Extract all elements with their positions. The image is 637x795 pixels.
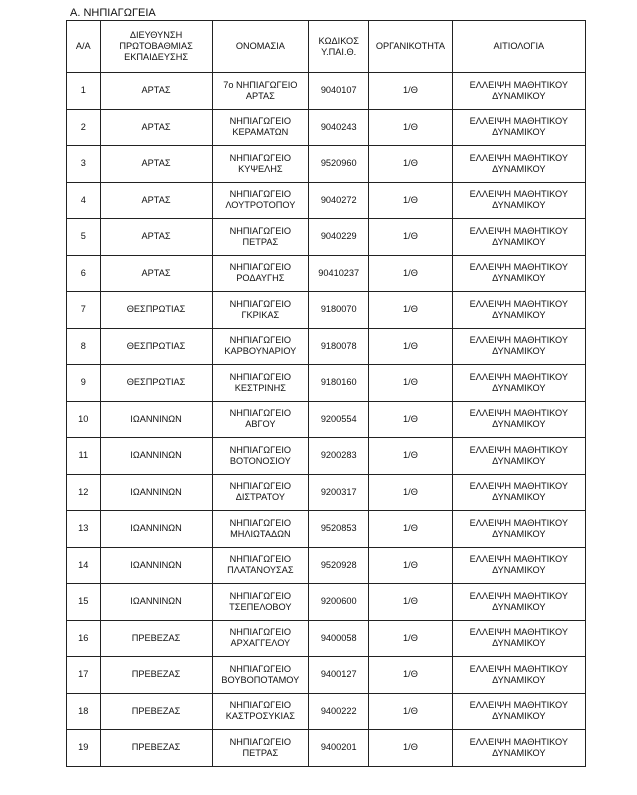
header-code-line: Υ.ΠΑΙ.Θ. bbox=[321, 46, 357, 57]
cell-name bbox=[212, 109, 309, 146]
cell-directorate: ΠΡΕΒΕΖΑΣ bbox=[100, 693, 212, 730]
cell-name-line: ΝΗΠΙΑΓΩΓΕΙΟ bbox=[229, 663, 292, 674]
cell-reason-line: ΔΥΝΑΜΙΚΟΥ bbox=[492, 674, 546, 685]
cell-aa: 16 bbox=[67, 620, 101, 657]
cell-name-line: ΝΗΠΙΑΓΩΓΕΙΟ bbox=[229, 517, 292, 528]
header-name: ΟΝΟΜΑΣΙΑ bbox=[212, 21, 309, 73]
cell-organic: 1/Θ bbox=[369, 657, 452, 694]
cell-name-line: ΚΕΡΑΜΑΤΩΝ bbox=[232, 127, 289, 138]
cell-name-line: ΝΗΠΙΑΓΩΓΕΙΟ bbox=[229, 590, 292, 601]
cell-reason-line: ΕΛΛΕΙΨΗ ΜΑΘΗΤΙΚΟΥ bbox=[469, 116, 568, 127]
cell-aa: 18 bbox=[67, 693, 101, 730]
cell-name bbox=[212, 146, 309, 183]
cell-aa: 11 bbox=[67, 438, 101, 475]
cell-name-line: ΝΗΠΙΑΓΩΓΕΙΟ bbox=[229, 116, 292, 127]
cell-reason bbox=[452, 255, 585, 292]
cell-name bbox=[212, 620, 309, 657]
cell-reason bbox=[452, 730, 585, 767]
table-row bbox=[67, 182, 586, 219]
cell-name-line: ΤΣΕΠΕΛΟΒΟΥ bbox=[229, 601, 292, 612]
table-header-row bbox=[67, 21, 586, 73]
cell-reason-line: ΕΛΛΕΙΨΗ ΜΑΘΗΤΙΚΟΥ bbox=[469, 298, 568, 309]
cell-reason bbox=[452, 438, 585, 475]
cell-aa: 17 bbox=[67, 657, 101, 694]
cell-directorate: ΑΡΤΑΣ bbox=[100, 219, 212, 256]
cell-name-line: ΠΛΑΤΑΝΟΥΣΑΣ bbox=[227, 565, 294, 576]
cell-reason-line: ΕΛΛΕΙΨΗ ΜΑΘΗΤΙΚΟΥ bbox=[469, 736, 568, 747]
cell-aa: 6 bbox=[67, 255, 101, 292]
cell-name bbox=[212, 73, 309, 110]
cell-organic: 1/Θ bbox=[369, 219, 452, 256]
cell-name bbox=[212, 219, 309, 256]
cell-reason bbox=[452, 511, 585, 548]
cell-reason bbox=[452, 73, 585, 110]
cell-name-line: ΚΥΨΕΛΗΣ bbox=[238, 163, 283, 174]
cell-name-line: ΑΡΧΑΓΓΕΛΟΥ bbox=[230, 638, 291, 649]
cell-reason-line: ΔΥΝΑΜΙΚΟΥ bbox=[492, 90, 546, 101]
cell-organic: 1/Θ bbox=[369, 730, 452, 767]
cell-code: 9520960 bbox=[309, 146, 369, 183]
cell-reason bbox=[452, 547, 585, 584]
cell-aa: 9 bbox=[67, 365, 101, 402]
cell-reason bbox=[452, 620, 585, 657]
cell-aa: 12 bbox=[67, 474, 101, 511]
cell-name-line: ΝΗΠΙΑΓΩΓΕΙΟ bbox=[229, 152, 292, 163]
cell-organic: 1/Θ bbox=[369, 328, 452, 365]
table-row bbox=[67, 292, 586, 329]
table-row bbox=[67, 474, 586, 511]
cell-reason-line: ΔΥΝΑΜΙΚΟΥ bbox=[492, 528, 546, 539]
kindergartens-table bbox=[66, 20, 586, 767]
cell-name-line: ΝΗΠΙΑΓΩΓΕΙΟ bbox=[229, 554, 292, 565]
cell-name-line: ΑΒΓΟΥ bbox=[245, 419, 276, 430]
cell-organic: 1/Θ bbox=[369, 511, 452, 548]
header-code-line: ΚΩΔΙΚΟΣ bbox=[318, 35, 359, 46]
cell-name bbox=[212, 693, 309, 730]
table-body bbox=[67, 73, 586, 767]
cell-reason-line: ΕΛΛΕΙΨΗ ΜΑΘΗΤΙΚΟΥ bbox=[469, 517, 568, 528]
cell-code: 9200554 bbox=[309, 401, 369, 438]
cell-name bbox=[212, 292, 309, 329]
cell-organic: 1/Θ bbox=[369, 146, 452, 183]
cell-organic: 1/Θ bbox=[369, 693, 452, 730]
cell-name-line: ΚΕΣΤΡΙΝΗΣ bbox=[234, 382, 286, 393]
cell-reason-line: ΕΛΛΕΙΨΗ ΜΑΘΗΤΙΚΟΥ bbox=[469, 152, 568, 163]
cell-reason-line: ΕΛΛΕΙΨΗ ΜΑΘΗΤΙΚΟΥ bbox=[469, 554, 568, 565]
cell-name bbox=[212, 730, 309, 767]
table-row bbox=[67, 328, 586, 365]
cell-reason-line: ΔΥΝΑΜΙΚΟΥ bbox=[492, 236, 546, 247]
cell-code: 9400222 bbox=[309, 693, 369, 730]
cell-name-line: ΝΗΠΙΑΓΩΓΕΙΟ bbox=[229, 481, 292, 492]
cell-name-line: ΡΟΔΑΥΓΗΣ bbox=[236, 273, 285, 284]
cell-organic: 1/Θ bbox=[369, 109, 452, 146]
cell-reason bbox=[452, 584, 585, 621]
cell-reason bbox=[452, 401, 585, 438]
cell-directorate: ΠΡΕΒΕΖΑΣ bbox=[100, 730, 212, 767]
cell-code: 9520853 bbox=[309, 511, 369, 548]
cell-reason-line: ΕΛΛΕΙΨΗ ΜΑΘΗΤΙΚΟΥ bbox=[469, 444, 568, 455]
cell-code: 9400201 bbox=[309, 730, 369, 767]
cell-code: 9180078 bbox=[309, 328, 369, 365]
table-row bbox=[67, 620, 586, 657]
cell-name bbox=[212, 584, 309, 621]
cell-name-line: ΝΗΠΙΑΓΩΓΕΙΟ bbox=[229, 262, 292, 273]
cell-reason-line: ΔΥΝΑΜΙΚΟΥ bbox=[492, 711, 546, 722]
header-directorate-line: ΠΡΩΤΟΒΑΘΜΙΑΣ bbox=[119, 41, 193, 51]
cell-directorate: ΑΡΤΑΣ bbox=[100, 73, 212, 110]
cell-directorate: ΑΡΤΑΣ bbox=[100, 182, 212, 219]
cell-name-line: ΝΗΠΙΑΓΩΓΕΙΟ bbox=[229, 408, 292, 419]
cell-reason-line: ΕΛΛΕΙΨΗ ΜΑΘΗΤΙΚΟΥ bbox=[469, 225, 568, 236]
cell-code: 9180160 bbox=[309, 365, 369, 402]
cell-reason-line: ΔΥΝΑΜΙΚΟΥ bbox=[492, 309, 546, 320]
cell-directorate: ΑΡΤΑΣ bbox=[100, 255, 212, 292]
cell-reason-line: ΕΛΛΕΙΨΗ ΜΑΘΗΤΙΚΟΥ bbox=[469, 262, 568, 273]
cell-reason bbox=[452, 474, 585, 511]
cell-organic: 1/Θ bbox=[369, 620, 452, 657]
header-organic: ΟΡΓΑΝΙΚΟΤΗΤΑ bbox=[369, 21, 452, 73]
cell-aa: 8 bbox=[67, 328, 101, 365]
cell-directorate: ΘΕΣΠΡΩΤΙΑΣ bbox=[100, 365, 212, 402]
header-reason: ΑΙΤΙΟΛΟΓΙΑ bbox=[452, 21, 585, 73]
cell-name-line: ΓΚΡΙΚΑΣ bbox=[241, 309, 280, 320]
table-row bbox=[67, 401, 586, 438]
cell-name-line: ΝΗΠΙΑΓΩΓΕΙΟ bbox=[229, 189, 292, 200]
header-code bbox=[309, 21, 369, 73]
cell-name-line: ΚΑΡΒΟΥΝΑΡΙΟΥ bbox=[224, 346, 297, 357]
cell-directorate: ΙΩΑΝΝΙΝΩΝ bbox=[100, 474, 212, 511]
section-title: Α. ΝΗΠΙΑΓΩΓΕΙΑ bbox=[70, 7, 156, 19]
table-row bbox=[67, 511, 586, 548]
cell-organic: 1/Θ bbox=[369, 438, 452, 475]
cell-code: 9200600 bbox=[309, 584, 369, 621]
cell-reason-line: ΔΥΝΑΜΙΚΟΥ bbox=[492, 455, 546, 466]
cell-reason-line: ΔΥΝΑΜΙΚΟΥ bbox=[492, 200, 546, 211]
table-row bbox=[67, 730, 586, 767]
cell-directorate: ΑΡΤΑΣ bbox=[100, 109, 212, 146]
cell-reason-line: ΔΥΝΑΜΙΚΟΥ bbox=[492, 419, 546, 430]
cell-directorate: ΠΡΕΒΕΖΑΣ bbox=[100, 620, 212, 657]
cell-name bbox=[212, 365, 309, 402]
cell-reason-line: ΔΥΝΑΜΙΚΟΥ bbox=[492, 382, 546, 393]
header-directorate-line: ΕΚΠΑΙΔΕΥΣΗΣ bbox=[124, 52, 189, 62]
cell-reason-line: ΕΛΛΕΙΨΗ ΜΑΘΗΤΙΚΟΥ bbox=[469, 481, 568, 492]
cell-organic: 1/Θ bbox=[369, 292, 452, 329]
cell-name-line: 7ο ΝΗΠΙΑΓΩΓΕΙΟ bbox=[223, 79, 298, 90]
cell-reason-line: ΕΛΛΕΙΨΗ ΜΑΘΗΤΙΚΟΥ bbox=[469, 408, 568, 419]
cell-code: 9040243 bbox=[309, 109, 369, 146]
cell-code: 9180070 bbox=[309, 292, 369, 329]
cell-name bbox=[212, 182, 309, 219]
cell-reason-line: ΕΛΛΕΙΨΗ ΜΑΘΗΤΙΚΟΥ bbox=[469, 79, 568, 90]
cell-aa: 5 bbox=[67, 219, 101, 256]
cell-aa: 2 bbox=[67, 109, 101, 146]
cell-organic: 1/Θ bbox=[369, 584, 452, 621]
cell-reason-line: ΕΛΛΕΙΨΗ ΜΑΘΗΤΙΚΟΥ bbox=[469, 663, 568, 674]
cell-organic: 1/Θ bbox=[369, 474, 452, 511]
cell-reason bbox=[452, 219, 585, 256]
cell-aa: 4 bbox=[67, 182, 101, 219]
table-row bbox=[67, 657, 586, 694]
cell-directorate: ΑΡΤΑΣ bbox=[100, 146, 212, 183]
cell-directorate: ΠΡΕΒΕΖΑΣ bbox=[100, 657, 212, 694]
table-row bbox=[67, 693, 586, 730]
cell-reason-line: ΕΛΛΕΙΨΗ ΜΑΘΗΤΙΚΟΥ bbox=[469, 590, 568, 601]
cell-reason bbox=[452, 109, 585, 146]
cell-reason bbox=[452, 146, 585, 183]
cell-reason-line: ΔΥΝΑΜΙΚΟΥ bbox=[492, 747, 546, 758]
cell-reason-line: ΕΛΛΕΙΨΗ ΜΑΘΗΤΙΚΟΥ bbox=[469, 189, 568, 200]
cell-name-line: ΔΙΣΤΡΑΤΟΥ bbox=[235, 492, 285, 503]
cell-organic: 1/Θ bbox=[369, 255, 452, 292]
cell-name-line: ΝΗΠΙΑΓΩΓΕΙΟ bbox=[229, 225, 292, 236]
cell-name-line: ΚΑΣΤΡΟΣΥΚΙΑΣ bbox=[225, 711, 295, 722]
cell-name-line: ΛΟΥΤΡΟΤΟΠΟΥ bbox=[225, 200, 296, 211]
cell-organic: 1/Θ bbox=[369, 365, 452, 402]
cell-organic: 1/Θ bbox=[369, 401, 452, 438]
header-aa: Α/Α bbox=[67, 21, 101, 73]
cell-aa: 3 bbox=[67, 146, 101, 183]
cell-name-line: ΜΗΛΙΩΤΑΔΩΝ bbox=[230, 528, 291, 539]
cell-organic: 1/Θ bbox=[369, 547, 452, 584]
cell-reason-line: ΕΛΛΕΙΨΗ ΜΑΘΗΤΙΚΟΥ bbox=[469, 627, 568, 638]
cell-aa: 10 bbox=[67, 401, 101, 438]
cell-name bbox=[212, 657, 309, 694]
cell-directorate: ΙΩΑΝΝΙΝΩΝ bbox=[100, 547, 212, 584]
cell-reason bbox=[452, 365, 585, 402]
table-row bbox=[67, 109, 586, 146]
cell-reason-line: ΔΥΝΑΜΙΚΟΥ bbox=[492, 163, 546, 174]
cell-name bbox=[212, 474, 309, 511]
cell-code: 9040272 bbox=[309, 182, 369, 219]
cell-reason-line: ΕΛΛΕΙΨΗ ΜΑΘΗΤΙΚΟΥ bbox=[469, 335, 568, 346]
cell-name-line: ΝΗΠΙΑΓΩΓΕΙΟ bbox=[229, 444, 292, 455]
cell-name-line: ΒΟΤΟΝΟΣΙΟΥ bbox=[229, 455, 291, 466]
cell-directorate: ΘΕΣΠΡΩΤΙΑΣ bbox=[100, 328, 212, 365]
cell-reason bbox=[452, 693, 585, 730]
cell-organic: 1/Θ bbox=[369, 182, 452, 219]
cell-name bbox=[212, 328, 309, 365]
cell-name-line: ΝΗΠΙΑΓΩΓΕΙΟ bbox=[229, 736, 292, 747]
table-row bbox=[67, 438, 586, 475]
header-directorate-line: ΔΙΕΥΘΥΝΣΗ bbox=[129, 30, 183, 40]
cell-reason-line: ΕΛΛΕΙΨΗ ΜΑΘΗΤΙΚΟΥ bbox=[469, 371, 568, 382]
cell-organic: 1/Θ bbox=[369, 73, 452, 110]
table-row bbox=[67, 547, 586, 584]
cell-directorate: ΙΩΑΝΝΙΝΩΝ bbox=[100, 511, 212, 548]
cell-aa: 1 bbox=[67, 73, 101, 110]
cell-directorate: ΘΕΣΠΡΩΤΙΑΣ bbox=[100, 292, 212, 329]
cell-code: 9520928 bbox=[309, 547, 369, 584]
cell-reason bbox=[452, 292, 585, 329]
cell-reason-line: ΔΥΝΑΜΙΚΟΥ bbox=[492, 346, 546, 357]
table-row bbox=[67, 73, 586, 110]
table-row bbox=[67, 365, 586, 402]
cell-code: 9040229 bbox=[309, 219, 369, 256]
cell-aa: 19 bbox=[67, 730, 101, 767]
cell-aa: 7 bbox=[67, 292, 101, 329]
table-row bbox=[67, 584, 586, 621]
cell-directorate: ΙΩΑΝΝΙΝΩΝ bbox=[100, 438, 212, 475]
cell-reason-line: ΔΥΝΑΜΙΚΟΥ bbox=[492, 127, 546, 138]
cell-aa: 13 bbox=[67, 511, 101, 548]
cell-name-line: ΝΗΠΙΑΓΩΓΕΙΟ bbox=[229, 335, 292, 346]
cell-name-line: ΒΟΥΒΟΠΟΤΑΜΟΥ bbox=[221, 674, 300, 685]
cell-code: 9040107 bbox=[309, 73, 369, 110]
cell-name bbox=[212, 401, 309, 438]
cell-name-line: ΝΗΠΙΑΓΩΓΕΙΟ bbox=[229, 627, 292, 638]
cell-reason-line: ΔΥΝΑΜΙΚΟΥ bbox=[492, 492, 546, 503]
cell-reason-line: ΕΛΛΕΙΨΗ ΜΑΘΗΤΙΚΟΥ bbox=[469, 700, 568, 711]
cell-reason bbox=[452, 328, 585, 365]
cell-code: 9200317 bbox=[309, 474, 369, 511]
cell-name-line: ΠΕΤΡΑΣ bbox=[242, 236, 279, 247]
table-row bbox=[67, 146, 586, 183]
cell-code: 9200283 bbox=[309, 438, 369, 475]
header-directorate bbox=[100, 21, 212, 73]
cell-name bbox=[212, 255, 309, 292]
cell-reason bbox=[452, 182, 585, 219]
cell-aa: 14 bbox=[67, 547, 101, 584]
table-row bbox=[67, 255, 586, 292]
cell-reason-line: ΔΥΝΑΜΙΚΟΥ bbox=[492, 565, 546, 576]
cell-directorate: ΙΩΑΝΝΙΝΩΝ bbox=[100, 401, 212, 438]
cell-code: 9400058 bbox=[309, 620, 369, 657]
cell-name-line: ΝΗΠΙΑΓΩΓΕΙΟ bbox=[229, 700, 292, 711]
cell-aa: 15 bbox=[67, 584, 101, 621]
cell-name-line: ΑΡΤΑΣ bbox=[245, 90, 275, 101]
cell-name bbox=[212, 547, 309, 584]
table-row bbox=[67, 219, 586, 256]
cell-name bbox=[212, 438, 309, 475]
cell-reason-line: ΔΥΝΑΜΙΚΟΥ bbox=[492, 601, 546, 612]
cell-name-line: ΝΗΠΙΑΓΩΓΕΙΟ bbox=[229, 371, 292, 382]
cell-name-line: ΠΕΤΡΑΣ bbox=[242, 747, 279, 758]
cell-reason-line: ΔΥΝΑΜΙΚΟΥ bbox=[492, 638, 546, 649]
cell-name-line: ΝΗΠΙΑΓΩΓΕΙΟ bbox=[229, 298, 292, 309]
cell-code: 90410237 bbox=[309, 255, 369, 292]
cell-directorate: ΙΩΑΝΝΙΝΩΝ bbox=[100, 584, 212, 621]
cell-reason-line: ΔΥΝΑΜΙΚΟΥ bbox=[492, 273, 546, 284]
cell-name bbox=[212, 511, 309, 548]
cell-reason bbox=[452, 657, 585, 694]
cell-code: 9400127 bbox=[309, 657, 369, 694]
